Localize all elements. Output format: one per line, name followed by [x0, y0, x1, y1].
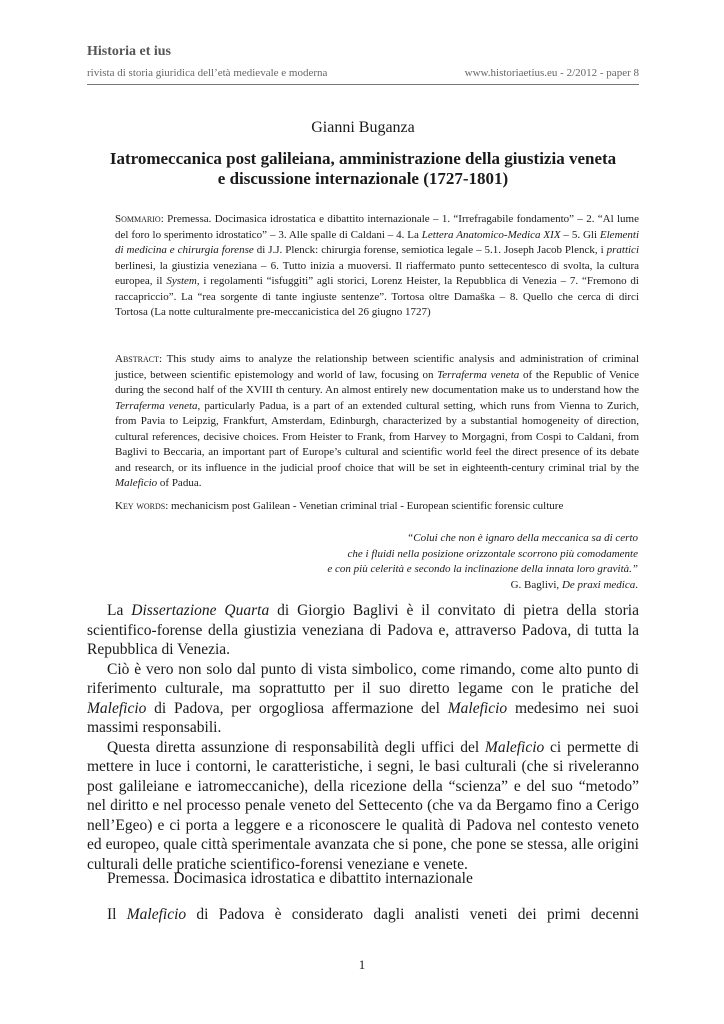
epigraph-source-end: .: [635, 578, 638, 591]
paper-title: [87, 149, 639, 189]
abstract-text: of Padua.: [157, 477, 202, 489]
epigraph-source-author: G. Baglivi,: [510, 578, 562, 591]
abstract-italic: Terraferma veneta: [437, 368, 520, 381]
page-number: 1: [358, 957, 366, 972]
sommario-text: , i regolamenti “isfuggiti” agli storici, Lorenz Heister, la Repubblica di Venezia – 7. “Fremono di raccapriccio”. La “rea sorgente di tante ingiuste sentenze”. Tortosa oltre Damaška – 8. Quello che cerca di dirci Tortosa (La notte culturalmente pre-meccanicistica del 26 giugno 1727): [115, 275, 639, 318]
body-span: di Padova, per orgogliosa affermazione del: [146, 699, 448, 717]
header-divider: [87, 84, 639, 85]
sommario-italic: Elementi di medicina e chirurgia forense: [115, 228, 640, 256]
body-span: di Padova è considerato dagli analisti veneti dei primi decenni: [186, 906, 640, 923]
sommario-text: – 5. Gli: [560, 228, 600, 241]
paper-title-line-2: e discussione internazionale (1727-1801): [217, 169, 509, 188]
sommario-text: berlinesi, la giustizia veneziana – 6. Tutto inizia a muoversi. Il riaffermato punto settecentesco di svolta, la cultura europea, il: [115, 259, 639, 287]
body-paragraph: [87, 660, 639, 738]
sommario-text: : Premessa. Docimasica idrostatica e dibattito internazionale – 1. “Irrefragabile fondamento” – 2. “Al lume del foro lo sperimento idrostatico” – 3. Alle spalle di Caldani – 4. La: [115, 213, 639, 241]
body-span: La: [107, 602, 132, 619]
paper-title-line-1: Iatromeccanica post galileiana, amministrazione della giustizia veneta: [109, 149, 617, 168]
sommario-label: Sommario: [115, 213, 161, 225]
abstract-text: : This study aims to analyze the relationship between scientific analysis and administration of criminal justice, between scientific epistemology and world of law, focusing on: [115, 353, 639, 381]
abstract-text: , particularly Padua, is a part of an extended cultural setting, which runs from Vienna to Zurich, from Pavia to Leipzig, Frankfurt, Amsterdam, Edinburgh, characterized by a substantial homogeneity of direction, cultural references, decisive choices. From Heister to Frank, from Harvey to Morgagni, from Cospi to Caldani, from Baglivi to Beccaria, an important part of Europe’s cultural and scientific world feel the direct presence of its debate and research, or its influence in the judicial proof choice that will be set in eighteenth-century criminal trial by the: [115, 399, 639, 474]
author-name: Gianni Buganza: [311, 119, 415, 136]
epigraph-line: e con più celerità e secondo la inclinazione della innata loro gravità.”: [327, 563, 638, 575]
body-italic: Maleficio: [87, 699, 147, 717]
journal-issue-info: www.historiaetius.eu - 2/2012 - paper 8: [464, 67, 639, 79]
abstract-italic: Maleficio: [115, 477, 158, 489]
body-paragraph: [87, 601, 639, 660]
abstract-italic: Terraferma veneta: [115, 399, 198, 412]
epigraph-line: “Colui che non è ignaro della meccanica sa di certo: [407, 532, 638, 544]
body-text: [87, 601, 639, 874]
abstract: [115, 352, 639, 492]
section-heading: Premessa. Docimasica idrostatica e dibattito internazionale: [107, 870, 473, 887]
journal-subtitle: rivista di storia giuridica dell’età medievale e moderna: [87, 67, 328, 79]
sommario-italic: System: [166, 275, 197, 287]
body-italic: Dissertazione Quarta: [131, 602, 270, 619]
keywords: [115, 500, 563, 512]
body-continuation-line: [107, 906, 639, 924]
epigraph-source: [238, 578, 638, 594]
sommario-italic: prattici: [606, 244, 639, 256]
body-span: Questa diretta assunzione di responsabilità degli uffici del: [107, 738, 485, 756]
body-italic: Maleficio: [447, 699, 508, 717]
keywords-label: Key words: [115, 500, 166, 512]
epigraph-line: che i fluidi nella posizione orizzontale scorrono più comodamente: [347, 547, 638, 560]
body-paragraph: [87, 738, 639, 875]
epigraph-source-title: De praxi medica: [561, 578, 636, 591]
body-span: Il: [107, 906, 127, 923]
abstract-text: of the Republic of Venice during the second half of the XVIII th century. An almost entirely new documentation make us to understand how the: [115, 368, 639, 396]
sommario-italic: Lettera Anatomico-Medica XIX: [421, 228, 561, 241]
body-span: di Giorgio Baglivi è il convitato di pietra della storia scientifico-forense della giustizia veneziana di Padova e, attraverso Padova, di tutta la Repubblica di Venezia.: [87, 602, 639, 658]
abstract-label: Abstract: [115, 353, 159, 365]
body-span: Ciò è vero non solo dal punto di vista simbolico, come rimando, come alto punto di riferimento culturale, ma soprattutto per il suo diretto legame con le pratiche del: [87, 660, 639, 697]
sommario: [115, 212, 639, 321]
body-span: ci permette di mettere in luce i contorni, le caratteristiche, i segni, le basi culturali (che si riveleranno post galileiane e iatromeccaniche), della ricezione della “scienza” e del suo “metodo” nel diritto e nel processo penale veneto del Settecento (che va da Bergamo fino a Cerigo nell’Egeo) e ci porta a leggere e a riconoscere le qualità di Padova nel contesto veneto ed europeo, quale città sperimentale avanzata che si pone, che pone se stessa, alle origini culturali delle pratiche scientifico-forensi veneziane e venete.: [87, 738, 639, 873]
body-italic: Maleficio: [126, 906, 187, 923]
body-span: medesimo nei suoi massimi responsabili.: [87, 699, 639, 736]
journal-title: Historia et ius: [87, 44, 171, 59]
body-italic: Maleficio: [484, 738, 545, 756]
keywords-text: : mechanicism post Galilean - Venetian criminal trial - European scientific forensic culture: [165, 500, 564, 512]
sommario-text: di J.J. Plenck: chirurgia forense, semiotica legale – 5.1. Joseph Jacob Plenck, i: [253, 244, 607, 256]
epigraph: [238, 531, 638, 593]
